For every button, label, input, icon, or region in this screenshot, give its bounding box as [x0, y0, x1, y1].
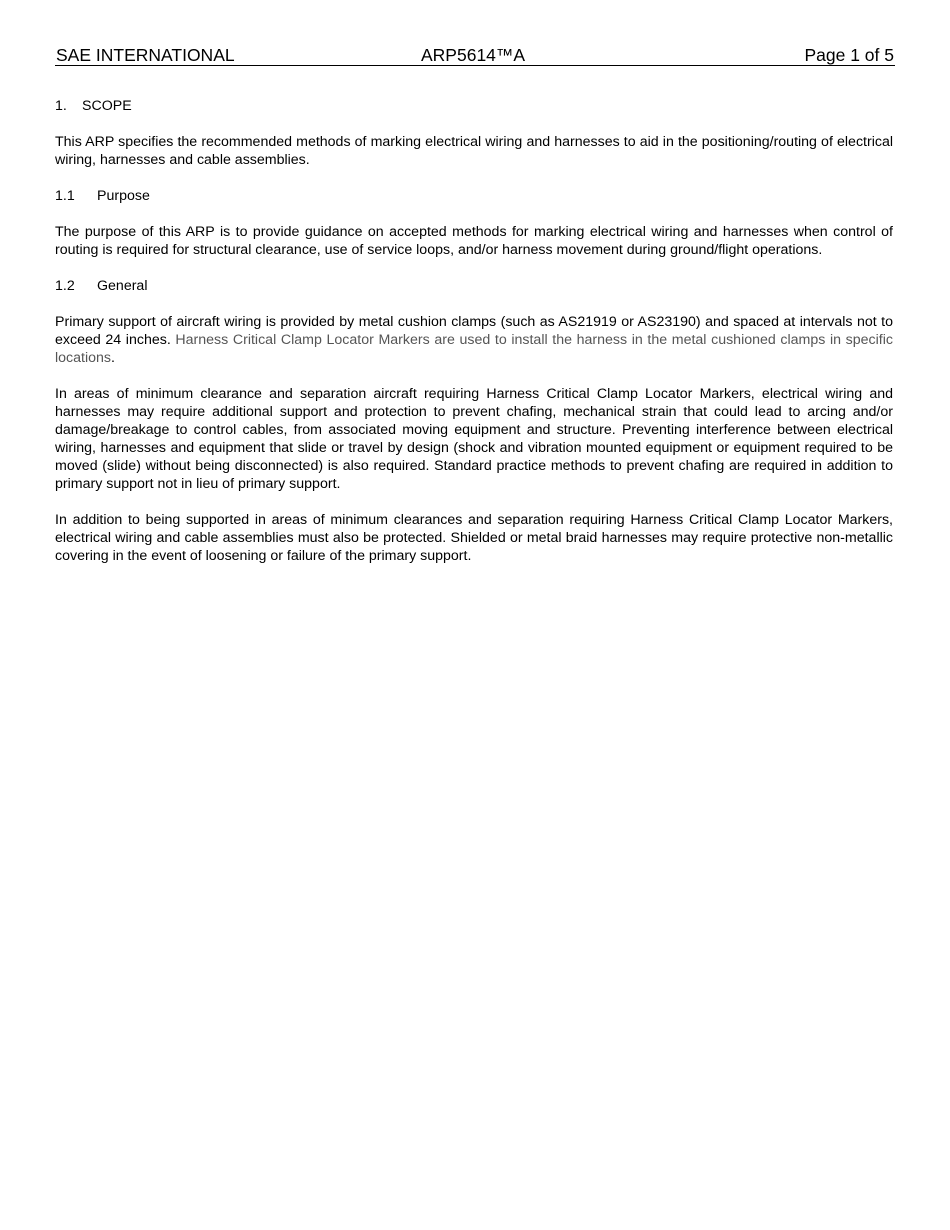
general-paragraph-1-highlight: Harness Critical Clamp Locator Markers are used to install the harness in the metal cushioned clamps in specific locations [55, 332, 893, 366]
section-number: 1. [55, 98, 67, 114]
header-document-number: ARP5614™A [421, 45, 526, 65]
general-paragraph-1 [55, 313, 893, 367]
general-paragraph-1-text: Primary support of aircraft wiring is provided by metal cushion clamps (such as AS21919 or AS23190) and spaced at intervals not to exceed 24 inches. [55, 314, 893, 348]
section-heading-scope [55, 97, 893, 115]
header-page-number: Page 1 of 5 [804, 45, 894, 65]
section-heading-general [55, 277, 893, 295]
general-paragraph-1-end: . [111, 350, 115, 366]
section-heading-purpose [55, 187, 893, 205]
section-title: General [97, 278, 148, 294]
document-body [55, 97, 893, 583]
section-title: Purpose [97, 188, 150, 204]
running-header [55, 43, 895, 66]
section-title: SCOPE [82, 98, 132, 114]
scope-paragraph: This ARP specifies the recommended methods of marking electrical wiring and harnesses to aid in the positioning/routing of electrical wiring, harnesses and cable assemblies. [55, 134, 893, 168]
section-number: 1.1 [55, 188, 75, 204]
purpose-paragraph: The purpose of this ARP is to provide guidance on accepted methods for marking electrical wiring and harnesses when control of routing is required for structural clearance, use of service loops, and/or harness movement during ground/flight operations. [55, 224, 893, 258]
section-number: 1.2 [55, 278, 75, 294]
general-paragraph-3: In addition to being supported in areas of minimum clearances and separation requiring Harness Critical Clamp Locator Markers, electrical wiring and cable assemblies must also be protected. Shielded or metal braid harnesses may require protective non-metallic covering in the event of loosening or failure of the primary support. [55, 512, 893, 564]
header-organization: SAE INTERNATIONAL [56, 45, 235, 65]
general-paragraph-2: In areas of minimum clearance and separation aircraft requiring Harness Critical Clamp Locator Markers, electrical wiring and harnesses may require additional support and protection to prevent chafing, mechanical strain that could lead to arcing and/or damage/breakage to control cables, from associated moving equipment and structure. Preventing interference between electrical wiring, harnesses and equipment that slide or travel by design (shock and vibration mounted equipment or equipment required to be moved (slide) without being disconnected) is also required. Standard practice methods to prevent chafing are required in addition to primary support not in lieu of primary support. [55, 386, 893, 492]
